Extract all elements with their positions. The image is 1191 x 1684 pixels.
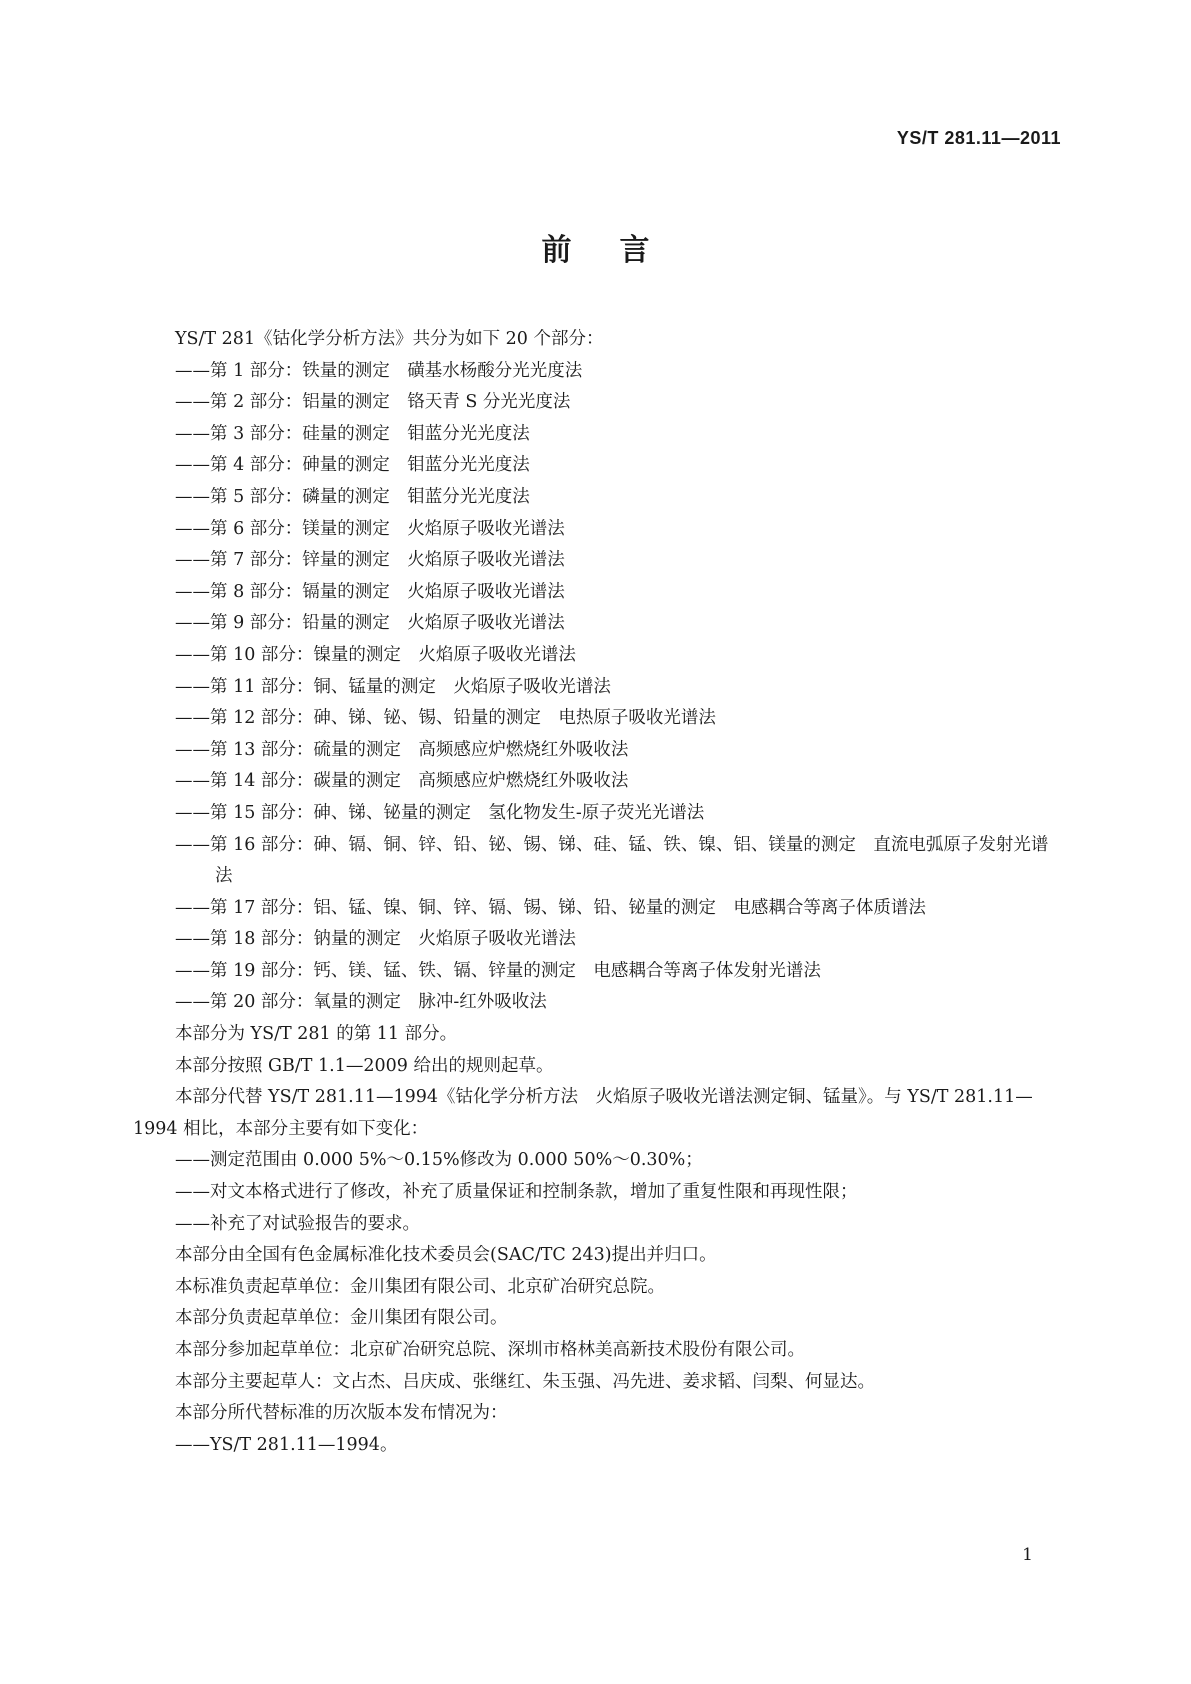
changes-list (133, 1145, 1063, 1240)
list-item: ——第 12 部分：砷、锑、铋、锡、铅量的测定 电热原子吸收光谱法 (175, 708, 716, 729)
part-drafting-unit-paragraph: 本部分负责起草单位：金川集团有限公司。 (175, 1308, 508, 1329)
list-item: ——第 10 部分：镍量的测定 火焰原子吸收光谱法 (175, 644, 576, 665)
list-item: ——第 7 部分：锌量的测定 火焰原子吸收光谱法 (175, 550, 565, 571)
list-item: ——第 18 部分：钠量的测定 火焰原子吸收光谱法 (175, 929, 576, 950)
standard-code: YS/T 281.11—2011 (896, 128, 1061, 148)
list-item: ——测定范围由 0.000 5%～0.15%修改为 0.000 50%～0.30%； (175, 1150, 703, 1171)
list-item: ——第 6 部分：镁量的测定 火焰原子吸收光谱法 (175, 518, 565, 539)
list-item: ——第 14 部分：碳量的测定 高频感应炉燃烧红外吸收法 (175, 771, 629, 792)
drafting-rules-paragraph: 本部分按照 GB/T 1.1—2009 给出的规则起草。 (175, 1055, 554, 1076)
intro-paragraph: YS/T 281《钴化学分析方法》共分为如下 20 个部分： (175, 329, 604, 349)
proposed-by-paragraph: 本部分由全国有色金属标准化技术委员会(SAC/TC 243)提出并归口。 (175, 1245, 717, 1266)
list-item: ——第 8 部分：镉量的测定 火焰原子吸收光谱法 (175, 581, 565, 602)
history-intro-paragraph: 本部分所代替标准的历次版本发布情况为： (175, 1403, 508, 1424)
list-item: ——YS/T 281.11—1994。 (175, 1434, 398, 1455)
list-item: ——第 13 部分：硫量的测定 高频感应炉燃烧红外吸收法 (175, 739, 629, 760)
parts-list (133, 356, 1063, 1019)
list-item: ——第 4 部分：砷量的测定 钼蓝分光光度法 (175, 455, 530, 476)
standard-drafting-units-paragraph: 本标准负责起草单位：金川集团有限公司、北京矿冶研究总院。 (175, 1276, 665, 1297)
list-item: ——第 15 部分：砷、锑、铋量的测定 氢化物发生-原子荧光光谱法 (175, 802, 705, 823)
list-item: ——第 1 部分：铁量的测定 磺基水杨酸分光光度法 (175, 360, 583, 381)
page-title: 前言 (541, 233, 698, 268)
page-number: 1 (1022, 1545, 1033, 1565)
list-item: ——第 17 部分：铝、锰、镍、铜、锌、镉、锡、锑、铅、铋量的测定 电感耦合等离子体质谱法 (175, 897, 926, 918)
list-item: ——对文本格式进行了修改，补充了质量保证和控制条款，增加了重复性限和再现性限； (175, 1182, 858, 1203)
list-item: ——第 5 部分：磷量的测定 钼蓝分光光度法 (175, 486, 530, 507)
list-item: ——补充了对试验报告的要求。 (175, 1213, 420, 1234)
list-item: ——第 19 部分：钙、镁、锰、铁、镉、锌量的测定 电感耦合等离子体发射光谱法 (175, 960, 821, 981)
list-item: ——第 9 部分：铅量的测定 火焰原子吸收光谱法 (175, 613, 565, 634)
drafters-paragraph: 本部分主要起草人：文占杰、吕庆成、张继红、朱玉强、冯先进、姜求韬、闫梨、何显达。 (175, 1371, 875, 1392)
history-list (133, 1430, 1063, 1462)
list-item: ——第 20 部分：氧量的测定 脉冲-红外吸收法 (175, 992, 547, 1013)
list-item: ——第 2 部分：铝量的测定 铬天青 S 分光光度法 (175, 392, 571, 413)
list-item: ——第 11 部分：铜、锰量的测定 火焰原子吸收光谱法 (175, 676, 611, 697)
foreword-body (133, 324, 1063, 1461)
part-of-paragraph: 本部分为 YS/T 281 的第 11 部分。 (175, 1024, 458, 1045)
replaces-paragraph: 本部分代替 YS/T 281.11—1994《钴化学分析方法 火焰原子吸收光谱法测定铜、锰量》。与 YS/T 281.11—1994 相比，本部分主要有如下变化： (133, 1087, 1033, 1139)
list-item: ——第 16 部分：砷、镉、铜、锌、铅、铋、锡、锑、硅、锰、铁、镍、铝、镁量的测定 直流电弧原子发射光谱法 (175, 834, 1049, 887)
participating-units-paragraph: 本部分参加起草单位：北京矿冶研究总院、深圳市格林美高新技术股份有限公司。 (175, 1340, 805, 1360)
list-item: ——第 3 部分：硅量的测定 钼蓝分光光度法 (175, 423, 530, 444)
